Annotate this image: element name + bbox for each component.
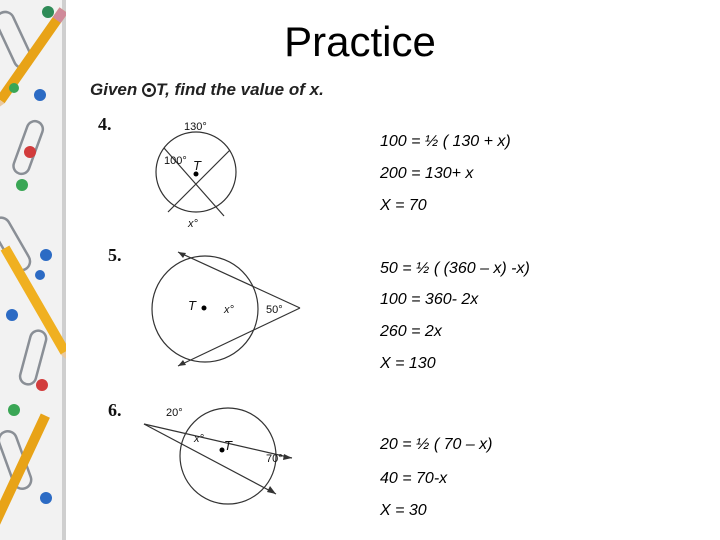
center-label: T xyxy=(224,438,232,453)
bottom-arc-label: x° xyxy=(188,218,198,230)
small-arc-label: x° xyxy=(194,433,204,445)
instruction-suffix: T, find the value of x. xyxy=(155,80,324,99)
solution-line: X = 70 xyxy=(380,197,427,214)
figure-problem-5 xyxy=(150,240,310,378)
angle-label: 100° xyxy=(164,155,187,167)
solution-line: X = 30 xyxy=(380,502,427,519)
page-title: Practice xyxy=(284,18,436,65)
solution-line: 40 = 70-x xyxy=(380,470,448,487)
angle-label: 50° xyxy=(266,304,283,316)
arc-label: x° xyxy=(224,304,234,316)
figure-problem-6 xyxy=(140,400,300,510)
solution-line: 200 = 130+ x xyxy=(380,165,474,182)
problem-number: 6. xyxy=(108,400,122,420)
large-arc-label: 70° xyxy=(266,453,283,465)
center-label: T xyxy=(188,298,196,313)
solution-line: 260 = 2x xyxy=(380,323,442,340)
figure-problem-4 xyxy=(150,112,250,230)
solution-line: 20 = ½ ( 70 – x) xyxy=(380,436,493,453)
circle-dot-icon xyxy=(142,83,156,97)
angle-label: 20° xyxy=(166,407,183,419)
problem-number: 4. xyxy=(98,114,112,134)
center-label: T xyxy=(193,158,201,173)
solution-line: X = 130 xyxy=(380,355,436,372)
decorative-sidebar xyxy=(0,0,66,540)
instruction-prefix: Given xyxy=(90,80,138,99)
top-arc-label: 130° xyxy=(184,121,207,133)
instruction-text xyxy=(90,80,324,100)
solution-line: 100 = ½ ( 130 + x) xyxy=(380,133,511,150)
solution-line: 100 = 360- 2x xyxy=(380,291,479,308)
solution-line: 50 = ½ ( (360 – x) -x) xyxy=(380,260,530,277)
problem-number: 5. xyxy=(108,245,122,265)
